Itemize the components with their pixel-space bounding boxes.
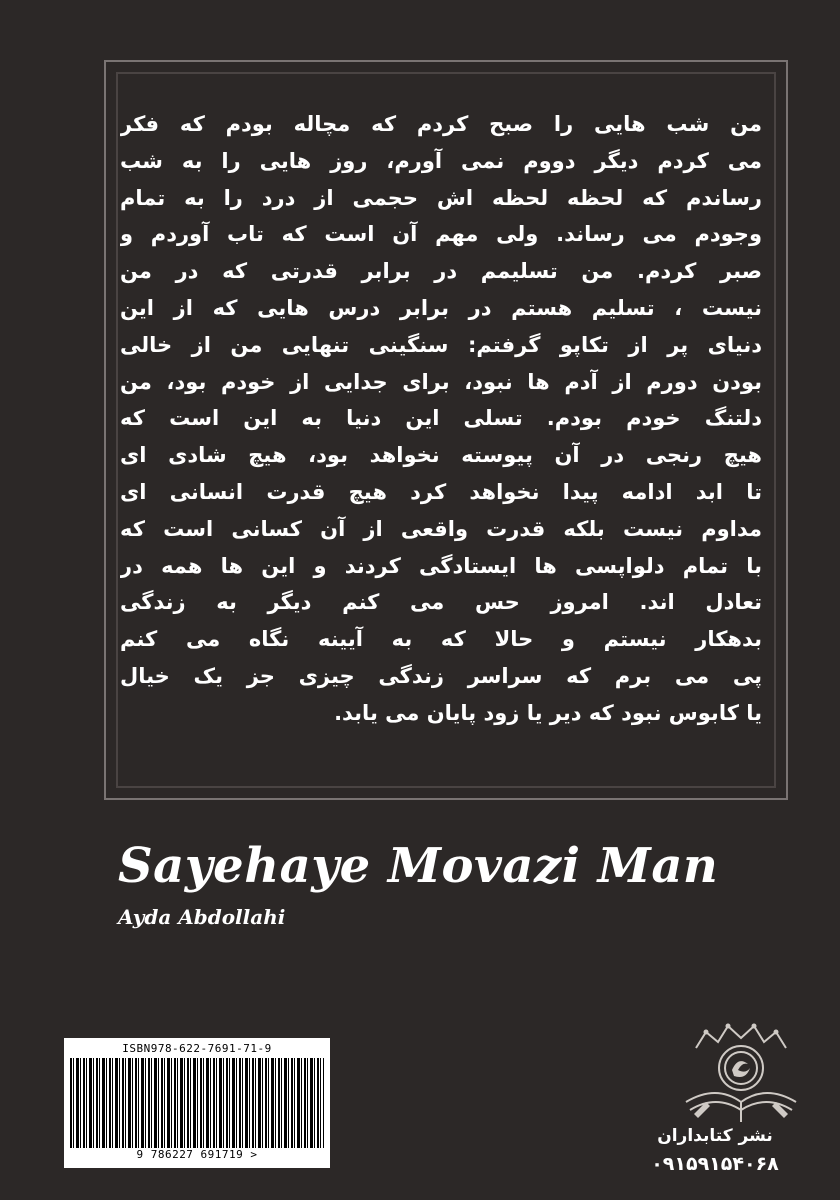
barcode-bars [70,1058,324,1148]
poem-line: وجودم می رساند. ولی مهم آن است که تاب آوردم و [120,222,762,247]
publisher-logo-icon [676,1018,806,1128]
book-title: Sayehaye Movazi Man [118,838,719,894]
poem-line: هیچ رنجی در آن پیوسته نخواهد بود، هیچ شادی ای [120,443,762,468]
poem-line: من شب هایی را صبح کردم که مچاله بودم که فکر [120,112,762,136]
poem-line: صبر کردم. من تسلیمم در برابر قدرتی که در من [120,259,762,284]
poem-line: یا کابوس نبود که دیر یا زود پایان می یابد. [334,700,762,725]
poem-line: تعادل اند. امروز حس می کنم دیگر به زندگی [120,590,762,615]
poem-line: می کردم دیگر دووم نمی آورم، روز هایی را به شب [120,148,762,173]
isbn-text: ISBN978-622-7691-71-9 [122,1042,272,1055]
poem-line: پی می برم که سراسر زندگی چیزی جز یک خیال [120,663,762,688]
poem-line: بودن دورم از آدم ها نبود، برای جدایی از خودم بود، من [120,369,762,394]
publisher-name: نشر کتابداران [657,1126,773,1146]
poem-line: دلتنگ خودم بودم. تسلی این دنیا به این است که [120,406,762,431]
publisher-phone: ۰۹۱۵۹۱۵۴۰۶۸ [651,1153,779,1175]
poem-line: تا ابد ادامه پیدا نخواهد کرد هیچ قدرت انسانی ای [120,479,762,504]
poem-line: بدهکار نیستم و حالا که به آیینه نگاه می کنم [120,627,762,652]
poem-line: نیست ، تسلیم هستم در برابر درس هایی که از این [120,295,762,320]
poem-line: رساندم که لحظه لحظه اش حجمی از درد را به تمام [120,185,762,210]
poem-line: مداوم نیست بلکه قدرت واقعی از آن کسانی است که [120,516,762,541]
isbn-barcode [64,1038,330,1168]
poem-line: با تمام دلواپسی ها ایستادگی کردند و این ها همه در [120,553,762,578]
poem-line: دنیای پر از تکاپو گرفتم: سنگینی تنهایی من از خالی [120,332,762,357]
back-cover-poem [120,106,762,732]
book-author: Ayda Abdollahi [118,905,286,929]
barcode-number: 9 786227 691719 > [136,1148,258,1161]
